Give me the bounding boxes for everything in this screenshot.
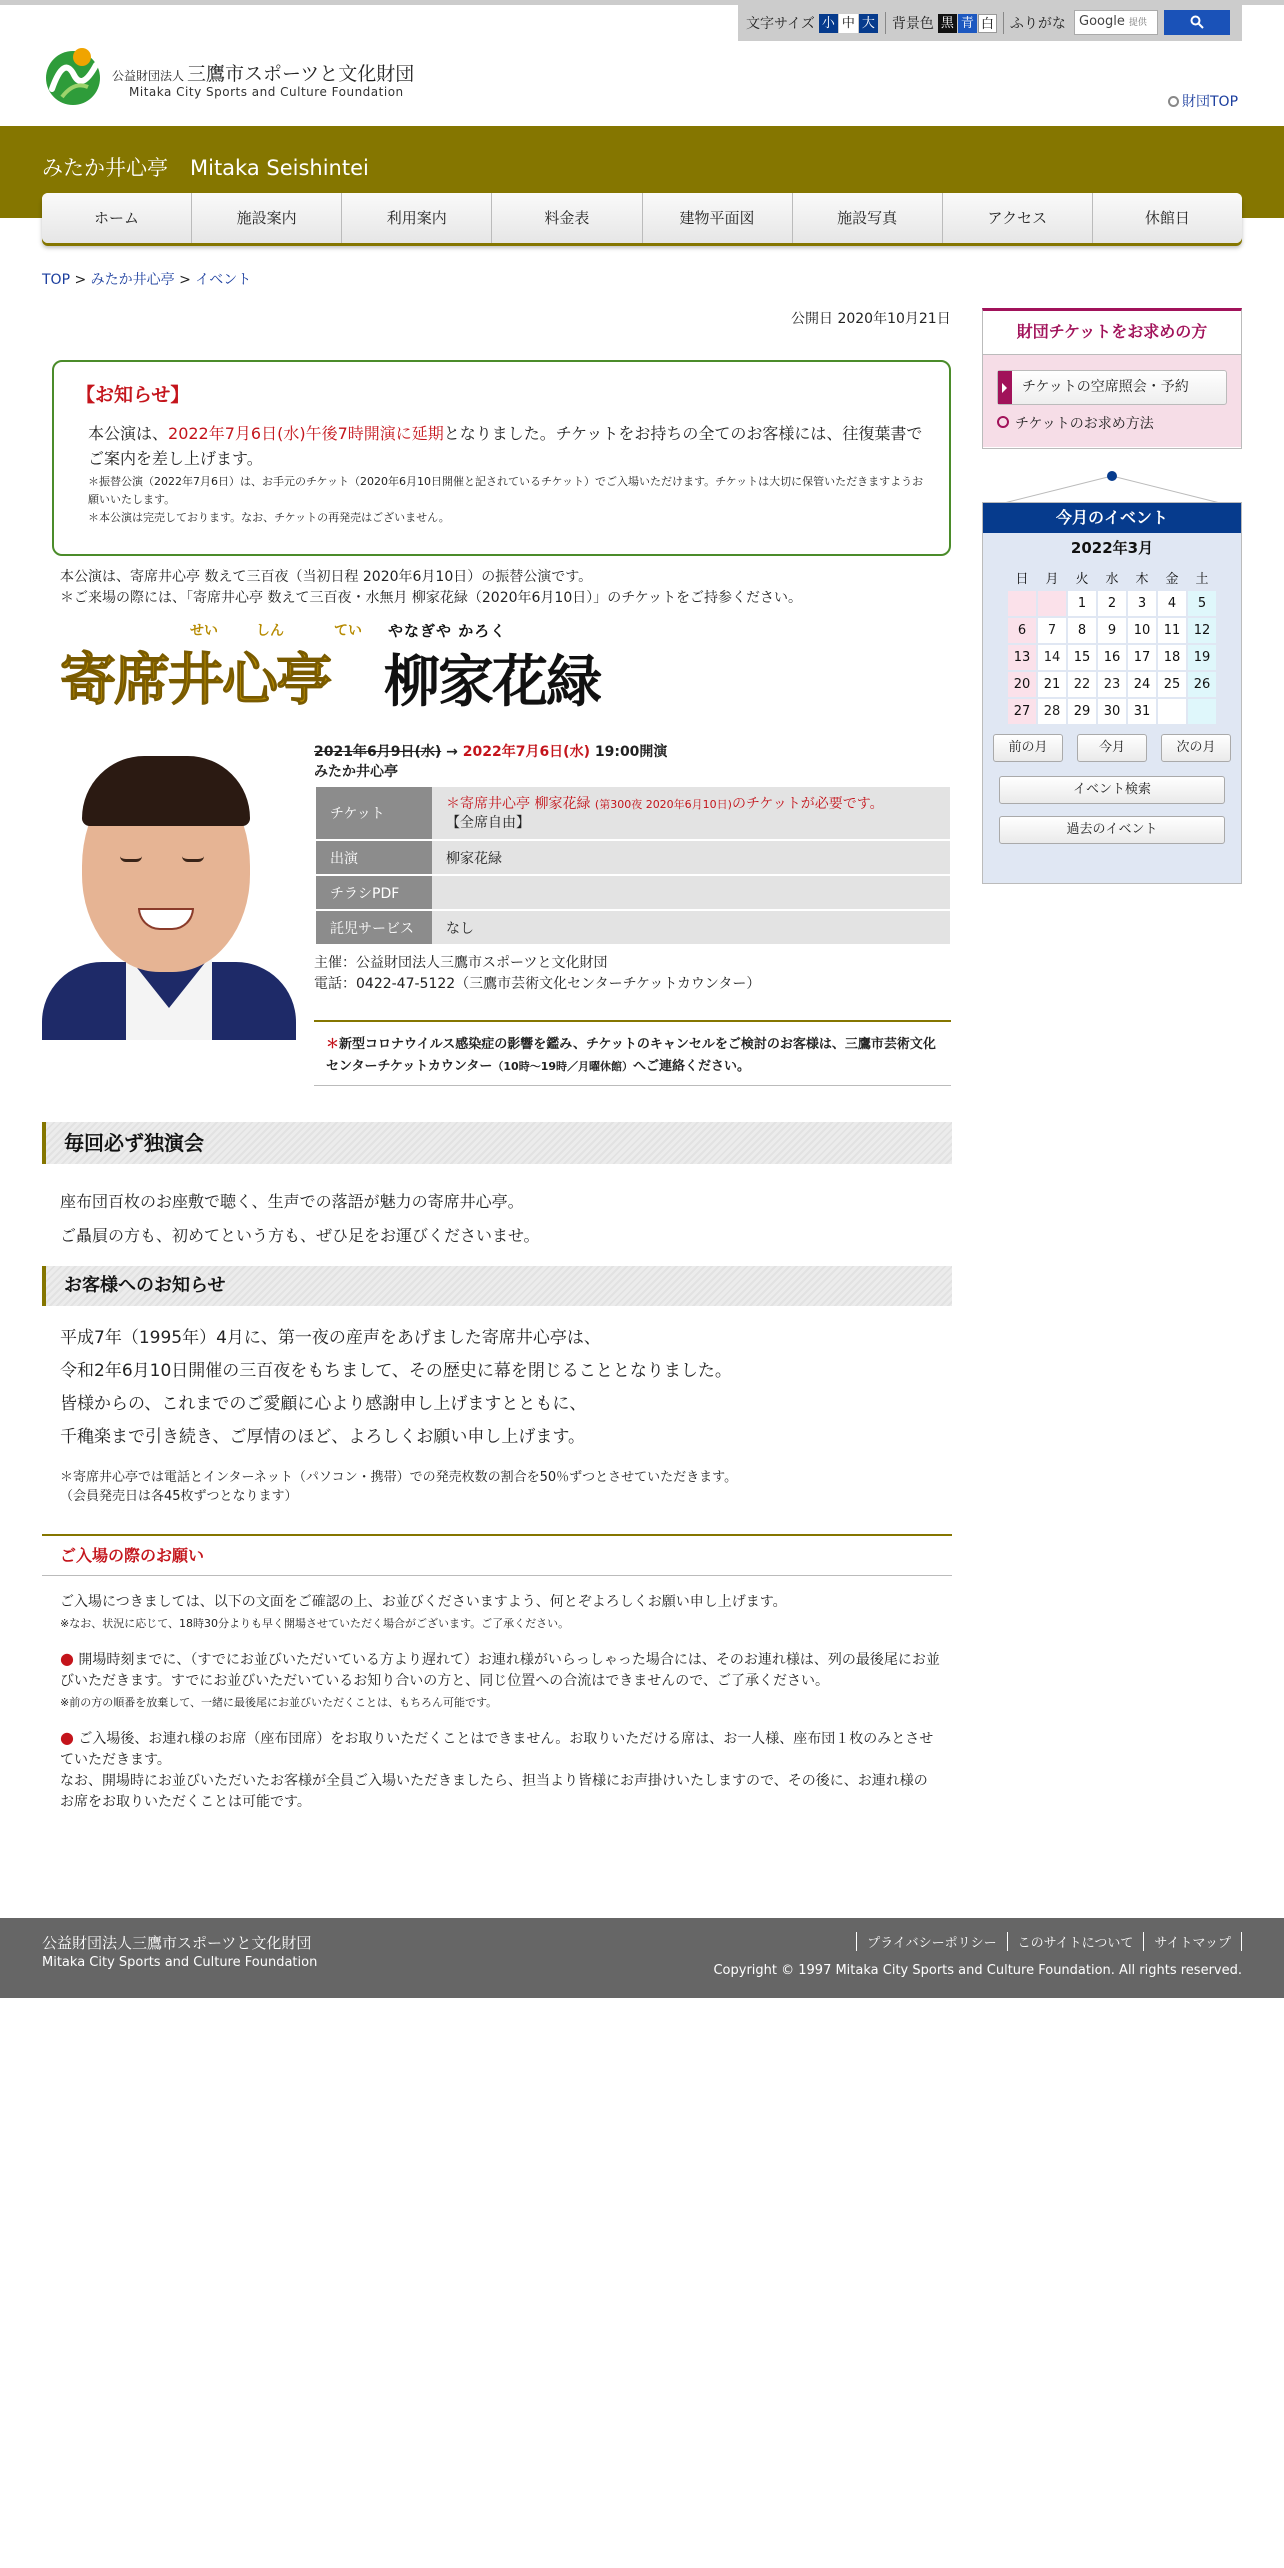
- weekday-header: 金: [1165, 571, 1179, 587]
- nav-floor-plan[interactable]: 建物平面図: [643, 193, 793, 243]
- ticket-howto-link[interactable]: チケットのお求め方法: [997, 413, 1227, 433]
- breadcrumb-venue[interactable]: みたか井心亭: [90, 272, 175, 288]
- title-venue-text: 寄席井心亭: [60, 647, 330, 713]
- this-month-button[interactable]: 今月: [1077, 734, 1147, 762]
- performer-photo: [42, 748, 296, 1040]
- calendar-day: 22: [1068, 672, 1096, 697]
- weekday-header: 水: [1105, 571, 1119, 587]
- weekday-header: 日: [1015, 571, 1029, 587]
- calendar-day[interactable]: 30: [1098, 699, 1126, 724]
- org-name-en: Mitaka City Sports and Culture Foundation: [129, 85, 404, 99]
- childcare-label: 託児サービス: [316, 911, 432, 944]
- organizer-info: 主催：公益財団法人三鷹市スポーツと文化財団 電話：0422-47-5122（三鷹市芸術文化センターチケットカウンター）: [314, 955, 761, 992]
- foundation-top-link[interactable]: 財団TOP: [1168, 91, 1238, 111]
- calendar-day[interactable]: 5: [1188, 591, 1216, 616]
- nav-access[interactable]: アクセス: [943, 193, 1093, 243]
- table-row: [316, 787, 950, 839]
- nav-usage[interactable]: 利用案内: [342, 193, 492, 243]
- weekday-header: 月: [1045, 571, 1059, 587]
- calendar-day[interactable]: 11: [1158, 618, 1186, 643]
- org-name: 公益財団法人 三鷹市スポーツと文化財団: [112, 63, 415, 85]
- section-heading-entry: ご入場の際のお願い: [42, 1534, 952, 1576]
- bg-white-button[interactable]: 白: [978, 14, 997, 33]
- notice-box: [52, 360, 951, 556]
- calendar-day[interactable]: 27: [1008, 699, 1036, 724]
- bullet-icon: ●: [60, 1649, 74, 1668]
- calendar-day[interactable]: 8: [1068, 618, 1096, 643]
- calendar-day[interactable]: 10: [1128, 618, 1156, 643]
- performer-value: 柳家花緑: [432, 841, 950, 874]
- bg-color-label: 背景色: [891, 16, 934, 32]
- ticket-value: ＊寄席井心亭 柳家花緑 (第300夜 2020年6月10日)のチケットが必要です。 【全席自由】: [432, 787, 950, 839]
- event-title-image: [58, 620, 638, 714]
- calendar-day: [1038, 591, 1066, 616]
- foundation-logo-mark: [44, 45, 102, 107]
- publish-date: 公開日 2020年10月21日: [791, 311, 951, 327]
- calendar-day: 28: [1038, 699, 1066, 724]
- past-events-button[interactable]: 過去のイベント: [999, 816, 1225, 844]
- weekday-header: 木: [1135, 571, 1149, 587]
- ticket-reserve-button[interactable]: チケットの空席照会・予約: [997, 370, 1227, 405]
- calendar-day[interactable]: 1: [1068, 591, 1096, 616]
- notice-note: ＊本公演は完売しております。なお、チケットの再発売はございません。: [88, 511, 450, 524]
- calendar-month: 2022年3月: [1070, 539, 1154, 557]
- event-venue: みたか井心亭: [314, 764, 398, 780]
- breadcrumb-sep: >: [74, 272, 87, 288]
- search-icon: [1190, 15, 1204, 29]
- intro-text: 本公演は、寄席井心亭 数えて三百夜（当初日程 2020年6月10日）の振替公演です。 ＊ご来場の際には、「寄席井心亭 数えて三百夜・水無月 柳家花緑（2020年6月10日）」のチケットをご持参ください。: [60, 569, 802, 606]
- breadcrumb-sep: >: [179, 272, 191, 288]
- bg-black-button[interactable]: 黒: [938, 14, 957, 33]
- calendar-day[interactable]: 15: [1068, 645, 1096, 670]
- ticket-heading: 財団チケットをお求めの方: [983, 311, 1241, 355]
- nav-facilities[interactable]: 施設案内: [192, 193, 342, 243]
- calendar-day: [1188, 699, 1216, 724]
- prev-month-button[interactable]: 前の月: [993, 734, 1063, 762]
- entry-rules: ご入場につきましては、以下の文面をご確認の上、お並びくださいますよう、何とぞよろしくお願い申し上げます。 ※なお、状況に応じて、18時30分よりも早く開場させていただく場合がございます。ご了承ください。 ● 開場時刻までに、（すでにお並びいただいている方より遅れて）お連れ様がいらっしゃった場合には、そのお連れ様は、列の最後尾にお並びいただきます。すでにお並びいただいているお知り合いの方と、同じ位置への合流はできませんので、ご了承ください。 ※前の方の順番を放棄して、一緒に最後尾にお並びいただくことは、もちろん可能です。 ● ご入場後、お連れ様のお席（座布団席）をお取りいただくことはできません。お取りいただける席は、お一人様、座布団１枚のみとさせていただきます。 なお、開場時にお並びいただいたお客様が全員ご入場いただきましたら、担当より皆様にお声掛けいたしますので、その後に、お連れ様のお席をお取りいただくことは可能です。: [60, 1594, 940, 1810]
- about-link[interactable]: このサイトについて: [1007, 1932, 1144, 1951]
- calendar-day[interactable]: 12: [1188, 618, 1216, 643]
- calendar-day[interactable]: 3: [1128, 591, 1156, 616]
- footer: [0, 1918, 1284, 1998]
- calendar-week: [1008, 591, 1216, 616]
- breadcrumb: [42, 269, 251, 289]
- copyright: Copyright © 1997 Mitaka City Sports and Culture Foundation. All rights reserved.: [713, 1963, 1242, 1978]
- calendar-day[interactable]: 20: [1008, 672, 1036, 697]
- corona-notice: ＊新型コロナウイルス感染症の影響を鑑み、チケットのキャンセルをご検討のお客様は、三鷹市芸術文化センターチケットカウンター（10時～19時／月曜休館）へご連絡ください。: [314, 1020, 951, 1086]
- calendar-day[interactable]: 13: [1008, 645, 1036, 670]
- nav-closed-days[interactable]: 休館日: [1093, 193, 1242, 243]
- search-input[interactable]: Google 提供: [1074, 10, 1158, 35]
- calendar-day[interactable]: 2: [1098, 591, 1126, 616]
- breadcrumb-top[interactable]: TOP: [42, 272, 71, 288]
- main-nav: [42, 193, 1242, 243]
- privacy-link[interactable]: プライバシーポリシー: [856, 1932, 1006, 1951]
- divider: [1003, 12, 1004, 34]
- calendar-day: [1008, 591, 1036, 616]
- utility-bar: [738, 5, 1242, 41]
- nav-home[interactable]: ホーム: [42, 193, 192, 243]
- calendar-day[interactable]: 9: [1098, 618, 1126, 643]
- ticket-box: [982, 308, 1242, 449]
- calendar-day: 7: [1038, 618, 1066, 643]
- search-placeholder: 提供: [1128, 18, 1147, 28]
- section-note: ＊寄席井心亭では電話とインターネット（パソコン・携帯）での発売枚数の割合を50％ずつとさせていただきます。 （会員発売日は各45枚ずつとなります）: [60, 1470, 738, 1504]
- font-size-medium-button[interactable]: 中: [839, 14, 858, 33]
- event-calendar: [1006, 563, 1218, 726]
- calendar-day: [1158, 699, 1186, 724]
- footer-org: 公益財団法人三鷹市スポーツと文化財団: [42, 1934, 312, 1952]
- notice-text: 本公演は、2022年7月6日(水)午後7時開演に延期となりました。チケットをお持ちの全てのお客様には、往復葉書でご案内を差し上げます。: [88, 424, 923, 468]
- next-month-button[interactable]: 次の月: [1161, 734, 1231, 762]
- performer-label: 出演: [316, 841, 432, 874]
- calendar-day[interactable]: 4: [1158, 591, 1186, 616]
- bullet-icon: ●: [60, 1728, 74, 1747]
- flyer-label: チラシPDF: [316, 876, 432, 909]
- calendar-week: [1008, 699, 1216, 724]
- furigana-button[interactable]: ふりがな: [1009, 16, 1066, 32]
- section-heading-notice: お客様へのお知らせ: [42, 1266, 952, 1306]
- footer-links: [856, 1932, 1242, 1951]
- search-button[interactable]: [1164, 10, 1230, 35]
- childcare-value: なし: [432, 911, 950, 944]
- site-title: みたか井心亭 Mitaka Seishintei: [42, 156, 369, 180]
- notice-note: ＊振替公演（2022年7月6日）は、お手元のチケット（2020年6月10日開催と記されているチケット）でご入場いただけます。チケットは大切に保管いただきますようお願いいたします。: [88, 475, 924, 506]
- calendar-day: 23: [1098, 672, 1126, 697]
- footer-org-en: Mitaka City Sports and Culture Foundation: [42, 1955, 318, 1970]
- calendar-day[interactable]: 6: [1008, 618, 1036, 643]
- foundation-logo[interactable]: [44, 45, 434, 111]
- title-ruby: しん: [256, 623, 284, 639]
- calendar-week: [1008, 645, 1216, 670]
- font-size-small-button[interactable]: 小: [819, 14, 838, 33]
- flyer-value: [432, 876, 950, 909]
- section-heading-solo: 毎回必ず独演会: [42, 1122, 952, 1164]
- sitemap-link[interactable]: サイトマップ: [1143, 1932, 1242, 1951]
- breadcrumb-events[interactable]: イベント: [195, 272, 252, 288]
- table-row: [316, 841, 950, 874]
- section-text: 平成7年（1995年）4月に、第一夜の産声をあげました寄席井心亭は、 令和2年6月10日開催の三百夜をもちまして、その歴史に幕を閉じることとなりました。 皆様からの、これまでのご愛顧に心より感謝申し上げますとともに、 千穐楽まで引き続き、ご厚情のほど、よろしくお願い申し上げます。: [60, 1328, 732, 1447]
- calendar-week: [1008, 618, 1216, 643]
- monthly-events: [982, 502, 1242, 884]
- event-search-button[interactable]: イベント検索: [999, 776, 1225, 804]
- event-details-table: [316, 785, 950, 946]
- calendar-day[interactable]: 19: [1188, 645, 1216, 670]
- nav-photos[interactable]: 施設写真: [793, 193, 943, 243]
- calendar-day[interactable]: 21: [1038, 672, 1066, 697]
- weekday-header: 土: [1195, 571, 1209, 587]
- calendar-day[interactable]: 25: [1158, 672, 1186, 697]
- calendar-day[interactable]: 18: [1158, 645, 1186, 670]
- event-date: 2021年6月9日(水) → 2022年7月6日(水) 19:00開演 みたか井心亭: [314, 744, 668, 780]
- calendar-day[interactable]: 26: [1188, 672, 1216, 697]
- title-ruby: せい: [190, 623, 218, 639]
- font-size-label: 文字サイズ: [746, 16, 815, 32]
- calendar-day[interactable]: 31: [1128, 699, 1156, 724]
- section-text: 座布団百枚のお座敷で聴く、生声での落語が魅力の寄席井心亭。 ご贔屓の方も、初めてという方も、ぜひ足をお運びくださいませ。: [60, 1192, 540, 1245]
- table-row: [316, 911, 950, 944]
- font-size-large-button[interactable]: 大: [859, 14, 878, 33]
- calendar-day[interactable]: 17: [1128, 645, 1156, 670]
- calendar-day[interactable]: 29: [1068, 699, 1096, 724]
- nav-fees[interactable]: 料金表: [492, 193, 642, 243]
- title-performer-ruby: やなぎや かろく: [388, 622, 507, 640]
- events-heading: 今月のイベント: [983, 503, 1241, 533]
- circle-bullet-icon: [1168, 96, 1179, 107]
- divider: [885, 12, 886, 34]
- calendar-day[interactable]: 24: [1128, 672, 1156, 697]
- title-performer-text: 柳家花緑: [384, 649, 600, 715]
- notice-heading: 【お知らせ】: [76, 384, 190, 406]
- calendar-week: [1008, 672, 1216, 697]
- ticket-label: チケット: [316, 787, 432, 839]
- title-ruby: てい: [334, 623, 362, 639]
- bg-blue-button[interactable]: 青: [958, 14, 977, 33]
- calendar-day[interactable]: 16: [1098, 645, 1126, 670]
- weekday-header: 火: [1075, 571, 1089, 587]
- calendar-day: 14: [1038, 645, 1066, 670]
- table-row: [316, 876, 950, 909]
